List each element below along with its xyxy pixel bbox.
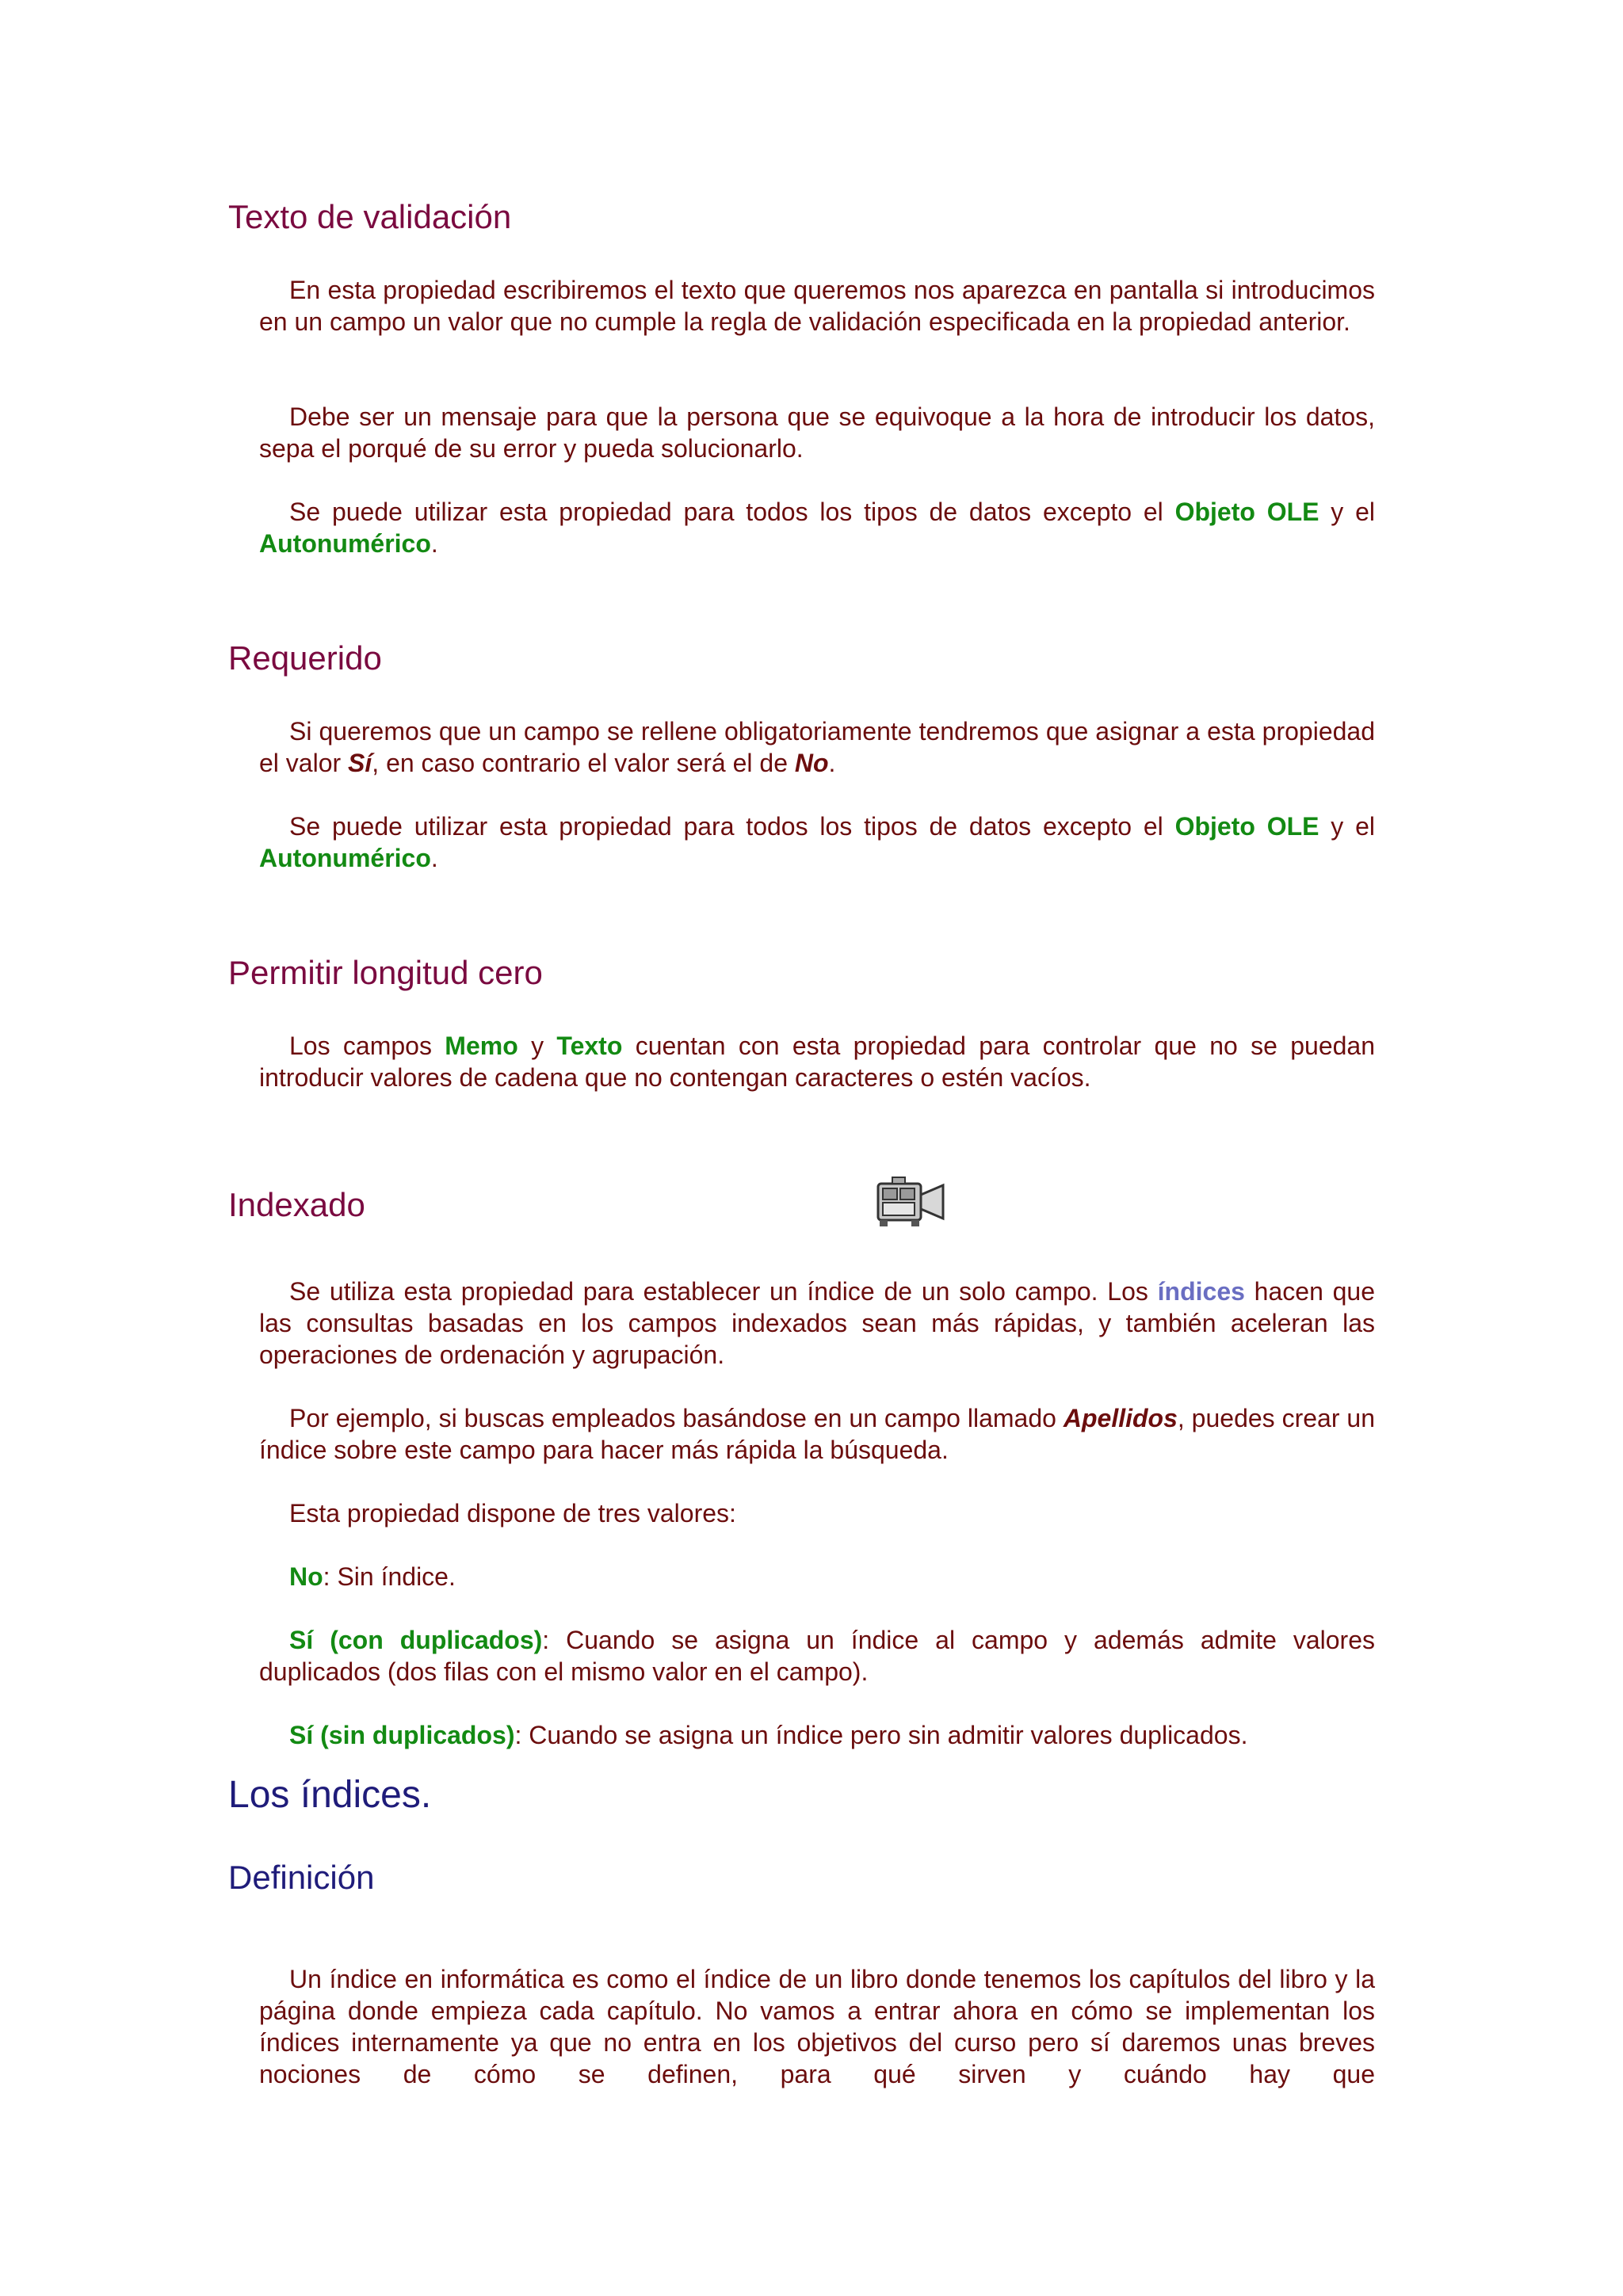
value-item: No: Sin índice. <box>289 1562 456 1591</box>
section-permitir-longitud-cero <box>228 956 1377 990</box>
paragraph: Se puede utilizar esta propiedad para todos los tipos de datos excepto el Objeto OLE y el Autonumérico. <box>259 498 1376 558</box>
bold-term: Memo <box>445 1032 518 1060</box>
paragraph: En esta propiedad escribiremos el texto que queremos nos aparezca en pantalla si introducimos en un campo un valor que no cumple la regla de validación especificada en la propiedad anterior. <box>259 276 1375 336</box>
bold-italic-term: No <box>794 749 829 777</box>
section-indexado <box>228 1188 1377 1222</box>
bold-term: Texto <box>556 1032 623 1060</box>
bold-term: Sí (sin duplicados) <box>289 1721 515 1749</box>
indices-link[interactable]: índices <box>1157 1277 1245 1306</box>
bold-term: Autonumérico <box>259 844 431 872</box>
bold-italic-term: Sí <box>348 749 372 777</box>
section-definicion <box>228 1861 1377 1894</box>
paragraph: Por ejemplo, si buscas empleados basándose en un campo llamado Apellidos, puedes crear un índice sobre este campo para hacer más rápida la búsqueda. <box>259 1404 1376 1464</box>
paragraph: Los campos Memo y Texto cuentan con esta propiedad para controlar que no se puedan introducir valores de cadena que no contengan caracteres o estén vacíos. <box>259 1032 1376 1092</box>
paragraph: Esta propiedad dispone de tres valores: <box>289 1499 736 1527</box>
video-camera-icon[interactable] <box>876 1176 945 1228</box>
section-title: Indexado <box>228 1186 365 1223</box>
section-title: Texto de validación <box>228 198 512 235</box>
bold-term: Objeto OLE <box>1174 498 1319 526</box>
bold-italic-term: Apellidos <box>1063 1404 1178 1432</box>
bold-term: Sí (con duplicados) <box>289 1626 543 1654</box>
paragraph: Debe ser un mensaje para que la persona que se equivoque a la hora de introducir los datos, sepa el porqué de su error y pueda solucionarlo. <box>259 402 1375 463</box>
bold-term: Autonumérico <box>259 529 431 558</box>
section-requerido <box>228 639 1377 677</box>
value-item: Sí (con duplicados): Cuando se asigna un índice al campo y además admite valores duplicados (dos filas con el mismo valor en el campo). <box>259 1626 1375 1686</box>
section-texto-validacion <box>228 200 1377 234</box>
bold-term: No <box>289 1562 323 1591</box>
chapter-title: Los índices. <box>228 1774 432 1816</box>
bold-term: Objeto OLE <box>1174 812 1319 841</box>
paragraph: Un índice en informática es como el índice de un libro donde tenemos los capítulos del libro y la página donde empieza cada capítulo. No vamos a entrar ahora en cómo se implementan los índices internamente ya que no entra en los objetivos del curso pero sí daremos unas breves nociones de cómo se definen, para qué sirven y cuándo hay que <box>259 1965 1375 2088</box>
paragraph: Se puede utilizar esta propiedad para todos los tipos de datos excepto el Objeto OLE y el Autonumérico. <box>259 812 1376 872</box>
paragraph: Si queremos que un campo se rellene obligatoriamente tendremos que asignar a esta propiedad el valor Sí, en caso contrario el valor será el de No. <box>259 717 1375 777</box>
paragraph: Se utiliza esta propiedad para establecer un índice de un solo campo. Los índices hacen que las consultas basadas en los campos indexados sean más rápidas, y también aceleran las operaciones de ordenación y agrupación. <box>259 1277 1376 1369</box>
section-title: Definición <box>228 1859 375 1896</box>
section-title: Requerido <box>228 639 382 677</box>
section-title: Permitir longitud cero <box>228 954 543 991</box>
value-item: Sí (sin duplicados): Cuando se asigna un índice pero sin admitir valores duplicados. <box>289 1721 1248 1749</box>
section-los-indices <box>228 1776 1377 1814</box>
